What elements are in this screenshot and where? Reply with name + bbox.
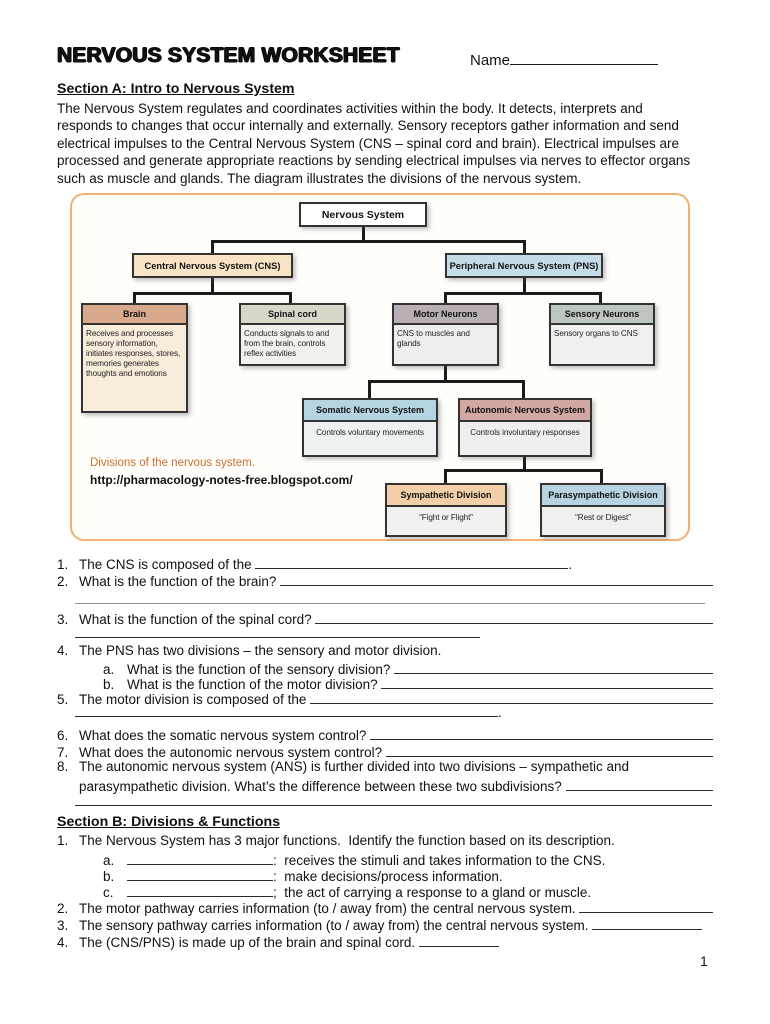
question-a5-continuation <box>75 702 502 720</box>
box-nervous-system-label: Nervous System <box>321 208 405 221</box>
question-a1 <box>57 554 713 571</box>
answer-blank <box>419 932 499 947</box>
paragraph-line: The Nervous System regulates and coordinates activities within the body. It detects, interprets and <box>57 101 643 116</box>
question-text: The (CNS/PNS) is made up of the brain and spinal cord. <box>79 934 419 950</box>
diagram-source-url: http://pharmacology-notes-free.blogspot.com/ <box>90 473 353 487</box>
box-brain-description: Receives and processes sensory information, initiates responses, stores, memories generates thoughts and emotions <box>86 329 181 378</box>
question-text: The motor division is composed of the <box>79 691 311 707</box>
box-sensory-neurons-label: Sensory Neurons <box>564 309 640 319</box>
name-field <box>470 49 658 69</box>
question-text: What does the somatic nervous system control? <box>79 727 371 743</box>
question-a7 <box>57 742 713 759</box>
question-text: The PNS has two divisions – the sensory and motor division. <box>79 643 442 658</box>
question-b1 <box>57 833 713 850</box>
answer-blank <box>127 882 273 897</box>
question-text: : make decisions/process information. <box>273 868 503 884</box>
question-number: 2. <box>57 573 69 589</box>
box-spinal-cord <box>239 303 346 366</box>
answer-blank <box>75 702 498 717</box>
box-motor-neurons <box>392 303 499 366</box>
box-pns <box>445 253 603 278</box>
answer-blank <box>592 915 702 930</box>
connector <box>444 472 447 483</box>
question-number: 4. <box>57 643 69 658</box>
box-somatic-header <box>304 400 436 422</box>
connector <box>362 227 365 240</box>
name-blank <box>510 49 658 65</box>
question-number: 4. <box>57 934 69 950</box>
question-number: b. <box>103 676 115 692</box>
question-text: The CNS is composed of the <box>79 556 256 572</box>
question-text: ; the act of carrying a response to a gland or muscle. <box>273 884 592 900</box>
answer-blank <box>75 791 712 806</box>
box-sympathetic <box>385 483 507 537</box>
box-sympathetic-description: “Fight or Flight” <box>419 513 473 522</box>
connector <box>211 278 214 292</box>
question-text: The Nervous System has 3 major functions. Identify the function based on its description. <box>79 833 615 848</box>
paragraph-line: such as muscle and glands. The diagram illustrates the divisions of the nervous system. <box>57 170 582 186</box>
connector <box>523 243 526 253</box>
question-text: What is the function of the brain? <box>79 573 281 589</box>
question-b2 <box>57 898 713 915</box>
question-text: What does the autonomic nervous system control? <box>79 744 386 760</box>
question-text: parasympathetic division. What’s the difference between these two subdivisions? <box>79 778 566 794</box>
answer-blank <box>127 850 273 865</box>
box-spinal-cord-label: Spinal cord <box>267 309 317 319</box>
section-a-heading: Section A: Intro to Nervous System <box>57 81 295 97</box>
box-motor-neurons-header <box>394 305 497 325</box>
box-sympathetic-header <box>387 485 505 507</box>
box-brain-label: Brain <box>122 309 146 319</box>
question-number: 2. <box>57 900 69 916</box>
question-number: b. <box>103 868 115 884</box>
box-parasympathetic <box>540 483 666 537</box>
box-parasympathetic-label: Parasympathetic Division <box>548 490 658 500</box>
box-autonomic-description: Controls involuntary responses <box>470 428 580 437</box>
box-motor-neurons-description: CNS to muscles and glands <box>397 329 470 348</box>
page-title: NERVOUS SYSTEM WORKSHEET <box>57 44 400 67</box>
box-somatic-description: Controls voluntary movements <box>316 428 424 437</box>
question-number: 6. <box>57 727 69 743</box>
question-number: 5. <box>57 691 69 707</box>
question-number: c. <box>103 884 114 900</box>
box-somatic <box>302 398 438 457</box>
box-sympathetic-label: Sympathetic Division <box>400 490 492 500</box>
connector <box>523 278 526 292</box>
answer-blank <box>315 609 713 624</box>
answer-blank <box>370 725 713 740</box>
box-sensory-neurons <box>549 303 655 366</box>
name-label: Name <box>470 52 511 69</box>
answer-blank <box>127 866 273 881</box>
box-brain-header <box>83 305 186 325</box>
question-suffix: . <box>568 556 573 572</box>
question-text: What is the function of the spinal cord? <box>79 611 316 627</box>
connector <box>444 292 602 295</box>
box-brain <box>81 303 188 413</box>
question-number: a. <box>103 852 115 868</box>
box-sensory-neurons-description: Sensory organs to CNS <box>554 329 638 338</box>
question-text: What is the function of the sensory division? <box>127 661 395 677</box>
question-number: 1. <box>57 833 69 848</box>
connector <box>600 472 603 483</box>
question-text: The motor pathway carries information (to / away from) the central nervous system. <box>79 900 580 916</box>
question-a8-line1 <box>57 759 713 776</box>
box-autonomic-label: Autonomic Nervous System <box>464 405 586 415</box>
box-motor-neurons-label: Motor Neurons <box>413 309 478 319</box>
box-sensory-neurons-header <box>551 305 653 325</box>
connector <box>133 295 136 303</box>
answer-blank <box>394 659 713 674</box>
paragraph-line: responds to changes that occur internally and externally. Sensory receptors gather information and send <box>57 118 679 134</box>
question-number: 7. <box>57 744 69 760</box>
connector <box>211 240 526 243</box>
box-spinal-cord-description: Conducts signals to and from the brain, controls reflex activities <box>244 329 330 358</box>
answer-blank <box>75 589 705 604</box>
box-cns <box>132 253 293 278</box>
box-autonomic-header <box>460 400 590 422</box>
question-text: What is the function of the motor division? <box>127 676 382 692</box>
paragraph-line: electrical impulses to the Central Nervous System (CNS – spinal cord and brain). Electrical impulses are <box>57 135 679 151</box>
answer-blank <box>386 742 713 757</box>
question-a2-continuation <box>75 589 705 604</box>
connector <box>289 295 292 303</box>
connector <box>444 295 447 303</box>
question-b1a <box>103 850 713 867</box>
connector <box>444 366 447 380</box>
question-number: 1. <box>57 556 69 572</box>
answer-blank <box>280 571 713 586</box>
paragraph-line: processed and generate appropriate reactions by sending electrical impulses via nerves to effector organs <box>57 153 691 169</box>
answer-blank <box>381 674 713 689</box>
question-suffix: . <box>498 704 502 720</box>
question-a4 <box>57 643 713 660</box>
question-b1b <box>103 866 713 883</box>
box-autonomic <box>458 398 592 457</box>
section-a-paragraph <box>57 100 690 187</box>
box-cns-label: Central Nervous System (CNS) <box>144 260 281 271</box>
box-somatic-label: Somatic Nervous System <box>315 405 425 415</box>
question-a3-continuation <box>75 623 480 638</box>
page-number: 1 <box>700 953 708 969</box>
box-nervous-system <box>299 202 427 227</box>
box-parasympathetic-header <box>542 485 664 507</box>
question-b3 <box>57 915 702 932</box>
question-number: 3. <box>57 917 69 933</box>
connector <box>444 469 603 472</box>
question-number: 3. <box>57 611 69 627</box>
box-spinal-cord-header <box>241 305 344 325</box>
connector <box>368 383 371 398</box>
connector <box>133 292 292 295</box>
answer-blank <box>75 623 480 638</box>
nervous-system-diagram <box>70 193 690 541</box>
question-text: : receives the stimuli and takes information to the CNS. <box>273 852 606 868</box>
answer-blank <box>579 898 713 913</box>
question-a8-continuation <box>75 791 712 806</box>
question-number: a. <box>103 661 115 677</box>
box-parasympathetic-description: “Rest or Digest” <box>575 513 631 522</box>
connector <box>522 383 525 398</box>
connector <box>368 380 525 383</box>
answer-blank <box>255 554 568 569</box>
connector <box>211 243 214 253</box>
section-b-heading: Section B: Divisions & Functions <box>57 814 281 830</box>
question-text: The autonomic nervous system (ANS) is further divided into two divisions – sympathetic and <box>79 759 629 774</box>
question-text: The sensory pathway carries information (to / away from) the central nervous system. <box>79 917 593 933</box>
question-number: 8. <box>57 759 69 774</box>
question-a2 <box>57 571 713 588</box>
diagram-caption: Divisions of the nervous system. <box>90 457 255 469</box>
question-a6 <box>57 725 713 742</box>
connector <box>523 457 526 469</box>
question-b4 <box>57 932 713 949</box>
answer-blank <box>566 776 713 791</box>
connector <box>599 295 602 303</box>
box-pns-label: Peripheral Nervous System (PNS) <box>449 260 599 271</box>
question-b1c <box>103 882 713 899</box>
